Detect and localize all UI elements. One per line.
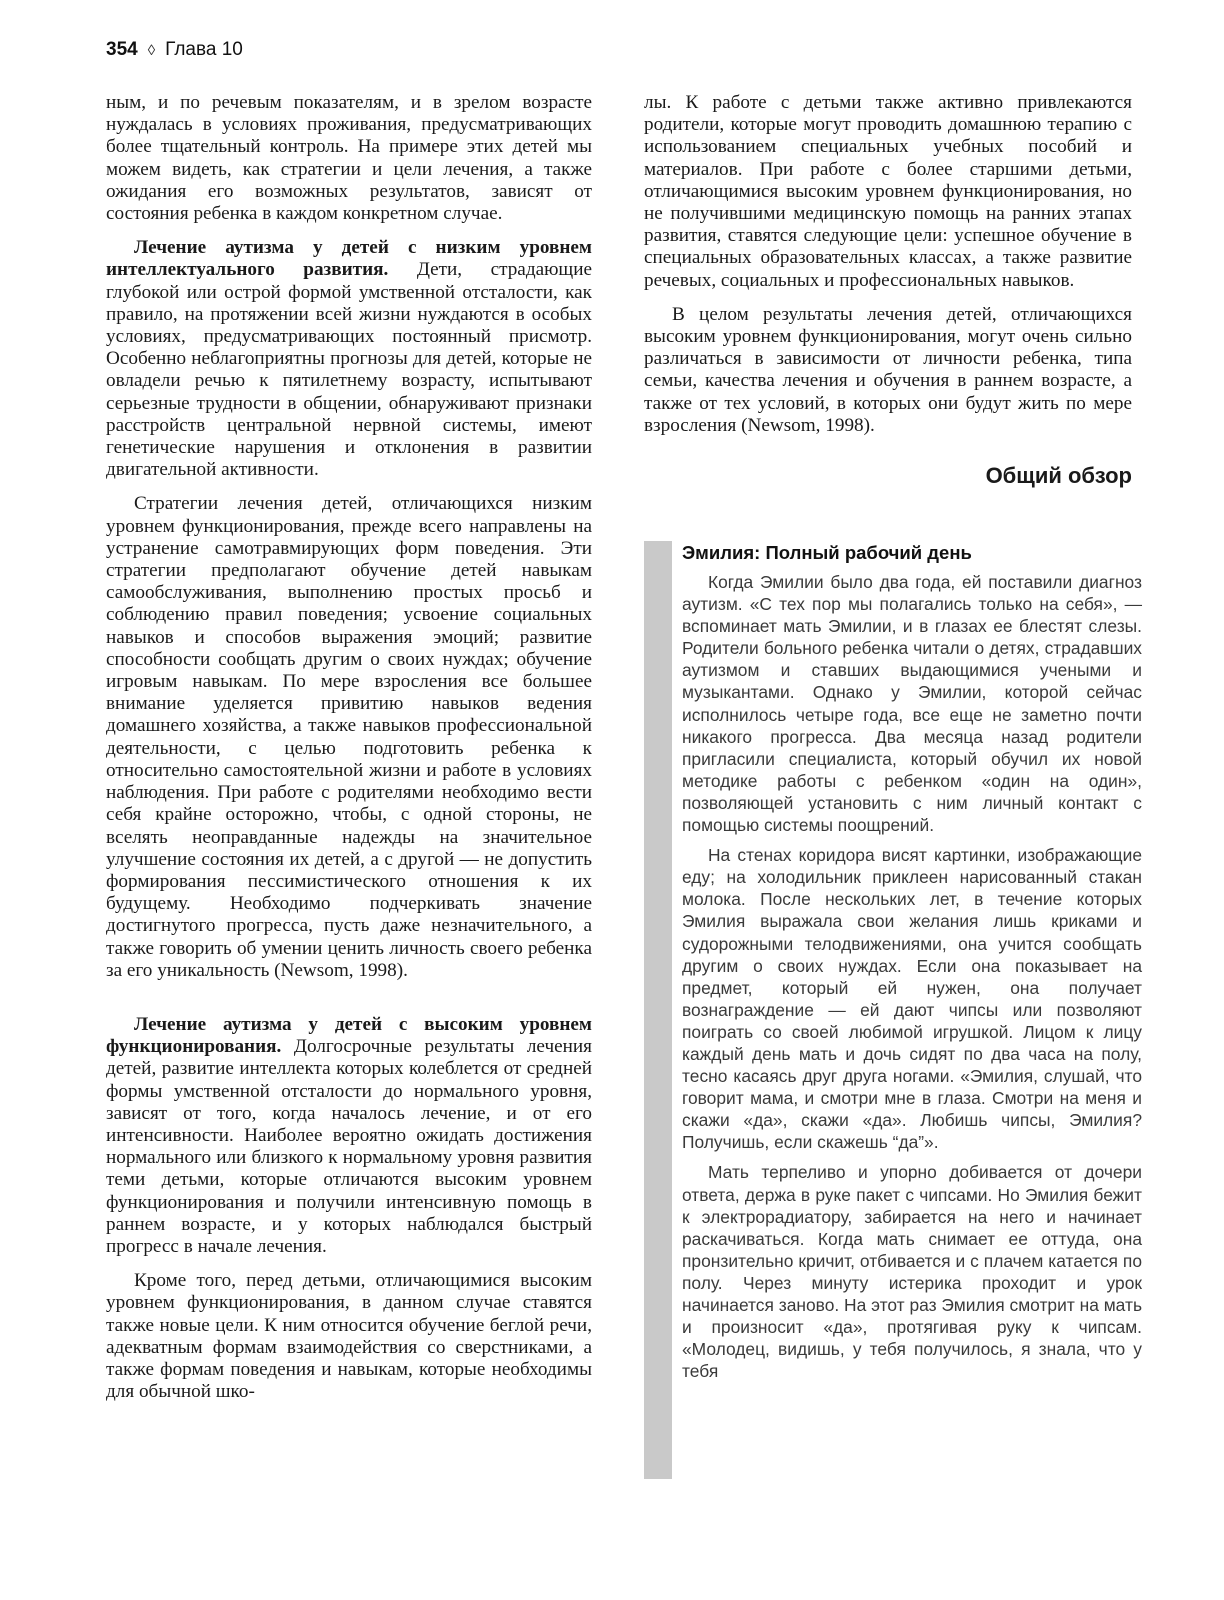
case-study-box [644,541,1142,1479]
case-study-content [682,541,1142,1390]
paragraph: ным, и по речевым показателям, и в зрелом возрасте нуждалась в условиях проживания, предусматривающих более тщательный контроль. На примере этих детей мы можем видеть, как стратегии и цели лечения, а также ожидания его возможных результатов, зависят от состояния ребенка в каждом конкретном случае. [106,92,592,225]
case-study-title: Эмилия: Полный рабочий день [682,542,972,563]
paragraph: лы. К работе с детьми также активно привлекаются родители, которые могут проводить домашнюю терапию с использованием специальных учебных пособий и материалов. При работе с более старшими детьми, отличающимися высоким уровнем функционирования, но не получившими медицинскую помощь на ранних этапах развития, ставятся следующие цели: успешное обучение в специальных образовательных классах, а также развитие речевых, социальных и профессиональных навыков. [644,92,1132,291]
paragraph: В целом результаты лечения детей, отличающихся высоким уровнем функционирования, могут очень сильно различаться в зависимости от личности ребенка, типа семьи, качества лечения и обучения в раннем возрасте, а также от тех условий, в которых они будут жить по мере взросления (Newsom, 1998). [644,303,1132,436]
left-column [106,92,592,1415]
running-header [106,36,243,64]
paragraph-body: Дети, страдающие глубокой или острой формой умственной отсталости, как правило, на протяжении всей жизни нуждаются в особых условиях, предусматривающих постоянный присмотр. Особенно неблагоприятны прогнозы для детей, которые не овладели речью к пятилетнему возрасту, испытывают серьезные трудности в общении, обнаруживают признаки расстройств центральной нервной системы, имеют генетические нарушения и отклонения в развитии двигательной активности. [106,259,592,481]
sidebar-accent-bar [644,541,672,1479]
paragraph: Стратегии лечения детей, отличающихся низким уровнем функционирования, прежде всего направлены на устранение самотравмирующих форм поведения. Эти стратегии предполагают обучение детей навыкам самообслуживания, выполнению простых просьб и соблюдению правил поведения; усвоение социальных навыков и способов выражения эмоций; развитие способности сообщать другим о своих нуждах; обучение игровым навыкам. По мере взросления все большее внимание уделяется привитию навыков ведения домашнего хозяйства, а также навыков профессиональной деятельности, с целью подготовить ребенка к относительно самостоятельной жизни и работе в условиях наблюдения. При работе с родителями необходимо вести себя крайне осторожно, чтобы, с одной стороны, не вселять неоправданные надежды на значительное улучшение состояния их детей, а с другой — не допустить формирования пессимистического отношения к их будущему. Необходимо подчеркивать значение достигнутого прогресса, пусть даже незначительного, а также говорить об умении ценить личность своего ребенка за его уникальность (Newsom, 1998). [106,493,592,981]
run-in-heading: Лечение аутизма у детей с высоким уровнем функционирования. [106,1013,592,1058]
paragraph: Кроме того, перед детьми, отличающимися высоким уровнем функционирования, в данном случае ставятся также новые цели. К ним относится обучение беглой речи, адекватным формам взаимодействия со сверстниками, а также формам поведения и навыкам, которые необходимы для обычной шко- [106,1270,592,1403]
chapter-label: Глава 10 [165,39,243,60]
case-paragraph: На стенах коридора висят картинки, изображающие еду; на холодильник приклеен нарисованный стакан молока. После нескольких лет, в течение которых Эмилия выражала свои желания лишь криками и судорожными телодвижениями, она учится сообщать другим о своих нуждах. Если она показывает на предмет, который ей нужен, она получает вознаграждение — ей дают чипсы или позволяют поиграть со своей любимой игрушкой. Лицом к лицу каждый день мать и дочь сидят по два часа на полу, тесно касаясь друг друга ногами. «Эмилия, слушай, что говорит мама, и смотри мне в глаза. Смотри на меня и скажи «да», скажи «да». Любишь чипсы, Эмилия? Получишь, если скажешь “да”». [682,845,1142,1153]
paragraph-body: Долгосрочные результаты лечения детей, развитие интеллекта которых колеблется от средней формы умственной отсталости до нормального уровня, зависят от того, когда началось лечение, и от его интенсивности. Наиболее вероятно ожидать достижения нормального или близкого к нормальному уровня развития теми детьми, которые отличаются высоким уровнем функционирования и получили интенсивную помощь в раннем возрасте, и у которых наблюдался быстрый прогресс в начале лечения. [106,1036,592,1257]
page-number: 354 [106,39,138,60]
paragraph [106,237,592,481]
case-paragraph: Когда Эмилии было два года, ей поставили диагноз аутизм. «С тех пор мы полагались только на себя», — вспоминает мать Эмилии, и в глазах ее блестят слезы. Родители больного ребенка читали о детях, страдавших аутизмом и ставших выдающимися учеными и музыкантами. Однако у Эмилии, которой сейчас исполнилось четыре года, все еще не заметно почти никакого прогресса. Два месяца назад родители пригласили специалиста, который обучил их новой методике работы с ребенком «один на один», позволяющей установить с ним личный контакт с помощью системы поощрений. [682,572,1142,836]
right-column [644,92,1132,489]
run-in-heading: Лечение аутизма у детей с низким уровнем интеллектуального развития. [106,237,592,281]
case-paragraph: Мать терпеливо и упорно добивается от дочери ответа, держа в руке пакет с чипсами. Но Эмилия бежит к электрорадиатору, забирается на него и начинает раскачиваться. Когда мать снимает ее оттуда, она пронзительно кричит, отбивается и с плачем катается по полу. Через минуту истерика проходит и урок начинается заново. На этот раз Эмилия смотрит на мать и произносит «да», протягивая руку к чипсам. «Молодец, видишь, у тебя получилось, я знала, что у тебя [682,1162,1142,1382]
diamond-separator-icon: ◊ [147,41,156,59]
section-title: Общий обзор [985,463,1132,489]
paragraph [106,1014,592,1258]
